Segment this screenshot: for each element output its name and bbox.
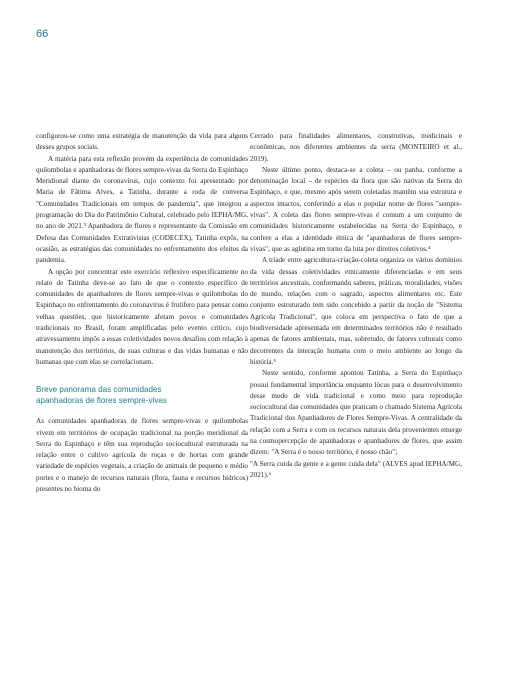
paragraph: Cerrado para finalidades alimentares, construtivas, medicinais e econômicas, nos diferentes ambientes da serra (MONTEIRO et al., 2019). [250, 132, 462, 163]
paragraph: configurou-se como uma estratégia de manutenção da vida para alguns desses grupos sociais. [36, 132, 248, 152]
paragraph: "A Serra cuida da gente e a gente cuida dela" (ALVES apud IEPHA/MG, 2021).⁶ [250, 459, 462, 479]
paragraph: A tríade entre agricultura-criação-coleta organiza os vários domínios da vida dessas coletividades etnicamente diferenciadas e em seus territórios ancestrais, conformando saberes, práticas, moralidades, visões de mundo, relações com o sagrado, aspectos alimentares etc. Este conjunto estruturado tem sido concebido a partir da noção de "Sistema Agrícola Tradicional", que coloca em perspectiva o fato de que a biodiversidade apresentada em determinados territórios não é resultado apenas de fatores ambientais, mas, sobretudo, de fatores culturais como decorrentes da interação humana com o meio ambiente ao longo da história.⁵ [250, 256, 462, 366]
left-column [36, 131, 248, 495]
paragraph: Neste último ponto, destaca-se a coleta – ou panha, conforme a denominação local – de espécies da flora que são nativas da Serra do Espinhaço, e que, mesmo após serem coletadas mantêm sua estrutura e aspectos intactos, conferindo a elas o popular nome de flores "sempre-vivas". A coleta das flores sempre-vivas é comum a um conjunto de comunidades historicamente estabelecidas na Serra do Espinhaço, e confere a elas a identidade étnica de "apanhadoras de flores sempre-vivas", que as aglutina em torno da luta por direitos coletivos.⁴ [250, 165, 462, 253]
section-heading-line: Breve panorama das comunidades [36, 385, 162, 395]
paragraph: A opção por concentrar este exercício reflexivo especificamente no relato de Tatinha deve-se ao fato de que o contexto específico de comunidades de apanhadores de flores sempre-vivas e quilombolas do Espinhaço no enfrentamento do coronavírus é frutífero para pensar como velhas questões, que historicamente afetam povos e comunidades tradicionais no Brasil, foram amplificadas pelo evento crítico, cujo atravessamento impôs a essas coletividades novos desafios com relação à manutenção dos territórios, de suas culturas e das vidas humanas e não humanas que com elas se correlacionam. [36, 267, 248, 366]
page-number: 66 [36, 28, 49, 40]
paragraph: As comunidades apanhadoras de flores sempre-vivas e quilombolas vivem em territórios de ocupação tradicional na porção meridional da Serra do Espinhaço e têm sua reprodução sociocultural estruturada na relação entre o cultivo agrícola de roças e de hortas com grande variedade de espécies vegetais, a criação de animais de pequeno e médio portes e o manejo de recursos naturais (flora, fauna e recursos hídricos) presentes no bioma do [36, 417, 248, 494]
section-heading [36, 384, 248, 406]
section-heading-line: apanhadoras de flores sempre-vivas [36, 396, 167, 406]
paragraph: A matéria para esta reflexão provém da experiência de comunidades quilombolas e apanhadoras de flores sempre-vivas da Serra do Espinhaço Meridional diante do coronavírus, cujo contexto foi apresentado por Maria de Fátima Alves, a Tatinha, durante a roda de conversa "Comunidades Tradicionais em tempos de pandemia", que integrou a programação do Dia do Patrimônio Cultural, celebrado pelo IEPHA/MG, no ano de 2021.³ Apanhadora de flores e representante da Comissão em Defesa das Comunidades Extrativistas (CODECEX), Tatinha expôs, na ocasião, as estratégias das comunidades no enfrentamento dos efeitos da pandemia. [36, 154, 248, 265]
right-column [250, 131, 462, 481]
paragraph: Neste sentido, conforme apontou Tatinha, a Serra do Espinhaço possui fundamental importância enquanto lócus para o desenvolvimento desse modo de vida tradicional e como meio para reprodução sociocultural das comunidades que praticam o chamado Sistema Agrícola Tradicional dos Apanhadores de Flores Sempre-Vivas. A centralidade da relação com a Serra e com os recursos naturais dela provenientes emerge na cosmopercepção de apanhadoras e apanhadores de flores, que assim dizem: "A Serra é o nosso território, é nosso chão"; [250, 369, 462, 457]
